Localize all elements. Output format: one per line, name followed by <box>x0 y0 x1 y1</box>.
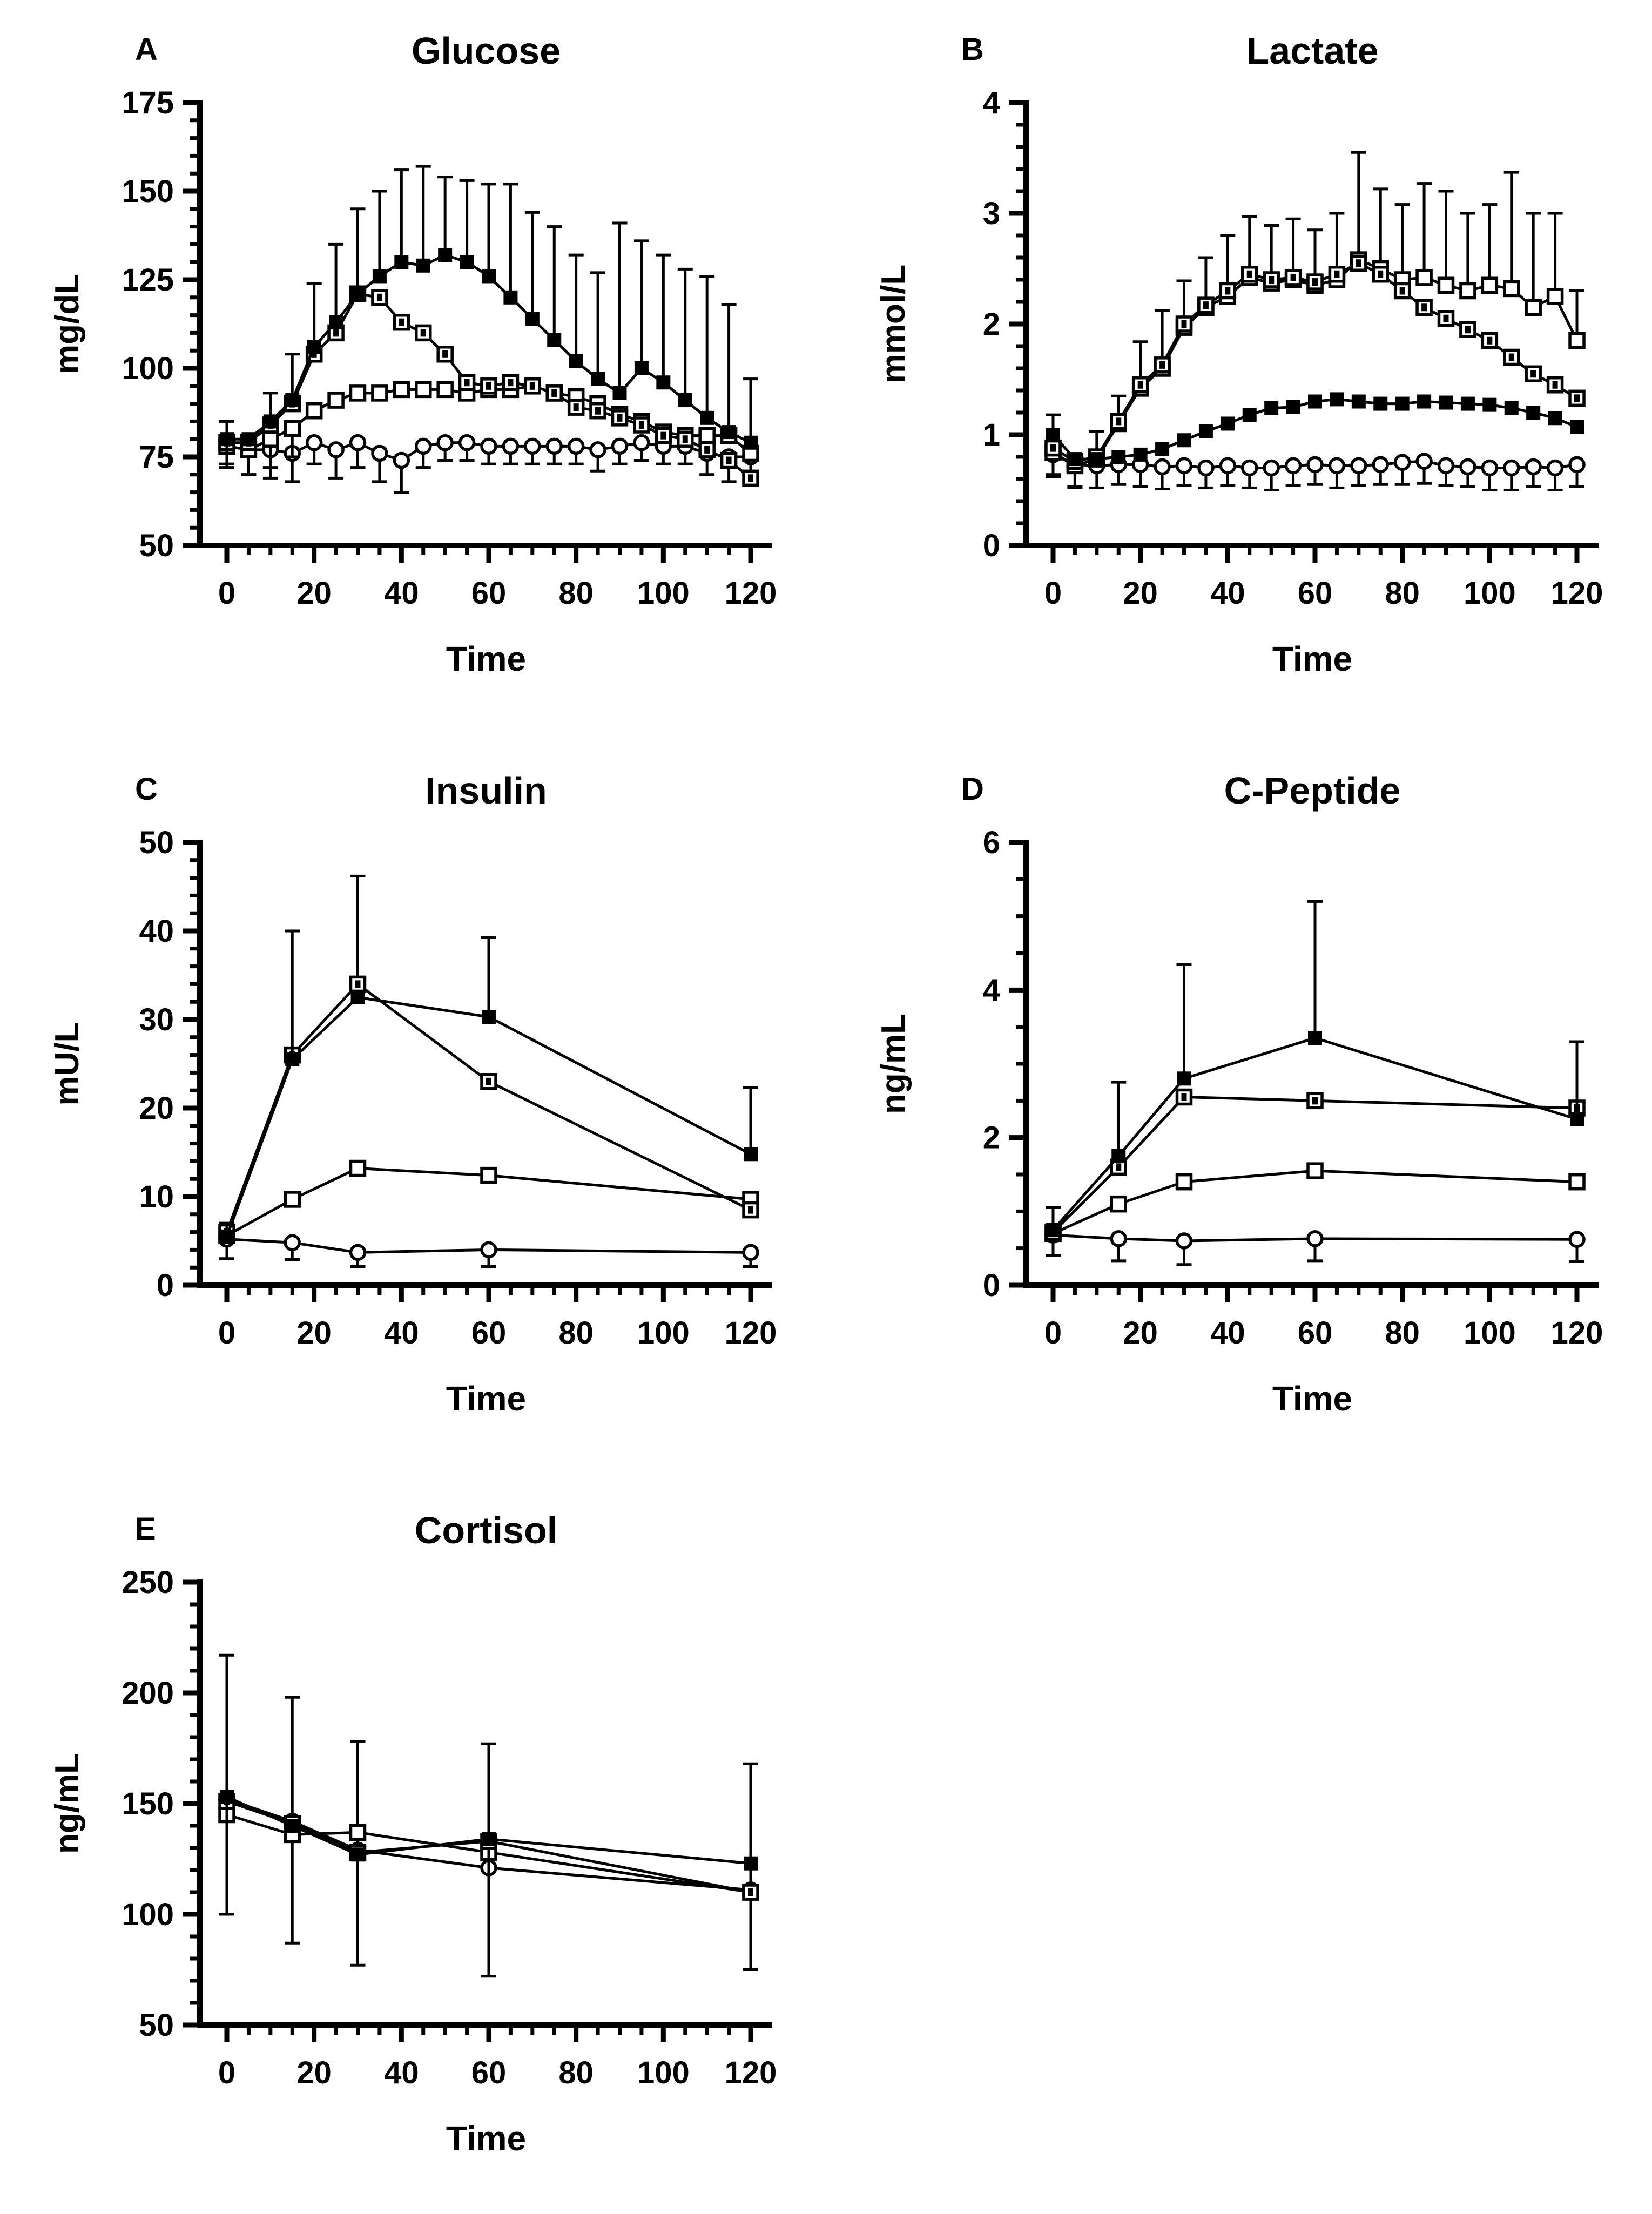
panel-c-peptide <box>853 756 1652 1474</box>
svg-text:60: 60 <box>471 576 507 611</box>
svg-text:Lactate: Lactate <box>1246 30 1379 72</box>
svg-text:100: 100 <box>1463 1315 1516 1351</box>
svg-text:40: 40 <box>139 914 174 949</box>
svg-text:0: 0 <box>982 1268 1000 1303</box>
svg-text:200: 200 <box>122 1676 174 1711</box>
panel-letter-b: B <box>961 32 984 67</box>
panel-glucose <box>27 16 826 734</box>
svg-text:100: 100 <box>637 2055 690 2090</box>
svg-text:100: 100 <box>1463 576 1516 611</box>
svg-text:6: 6 <box>982 825 1000 860</box>
svg-text:50: 50 <box>139 825 174 860</box>
svg-text:0: 0 <box>218 2055 236 2090</box>
svg-text:ng/mL: ng/mL <box>875 1014 912 1114</box>
svg-text:40: 40 <box>384 1315 419 1351</box>
panel-lactate <box>853 16 1652 734</box>
svg-text:0: 0 <box>156 1268 174 1303</box>
svg-text:4: 4 <box>982 973 1000 1008</box>
svg-text:120: 120 <box>724 576 777 611</box>
svg-text:175: 175 <box>122 85 174 120</box>
panel-letter-e: E <box>135 1511 156 1547</box>
svg-text:80: 80 <box>1385 576 1420 611</box>
svg-text:120: 120 <box>1550 1315 1603 1351</box>
svg-text:125: 125 <box>122 262 174 298</box>
svg-text:Glucose: Glucose <box>411 30 561 72</box>
svg-text:50: 50 <box>139 528 174 563</box>
svg-text:150: 150 <box>122 1786 174 1821</box>
svg-text:mU/L: mU/L <box>49 1022 86 1106</box>
svg-text:40: 40 <box>384 576 419 611</box>
svg-text:40: 40 <box>384 2055 419 2090</box>
svg-text:30: 30 <box>139 1002 174 1037</box>
svg-text:20: 20 <box>1123 576 1158 611</box>
glucose-chart <box>27 16 826 734</box>
svg-text:Time: Time <box>446 2119 527 2158</box>
svg-text:100: 100 <box>637 576 690 611</box>
svg-text:2: 2 <box>982 1120 1000 1156</box>
svg-text:0: 0 <box>218 1315 236 1351</box>
panel-letter-a: A <box>135 32 158 67</box>
cortisol-chart <box>27 1496 826 2214</box>
svg-text:120: 120 <box>1550 576 1603 611</box>
svg-text:150: 150 <box>122 174 174 209</box>
svg-text:Time: Time <box>1272 639 1353 678</box>
svg-text:75: 75 <box>139 440 174 475</box>
svg-text:10: 10 <box>139 1179 174 1214</box>
svg-text:Cortisol: Cortisol <box>414 1509 558 1551</box>
svg-text:0: 0 <box>1044 1315 1062 1351</box>
svg-text:0: 0 <box>1044 576 1062 611</box>
svg-text:Time: Time <box>446 639 527 678</box>
svg-text:60: 60 <box>1297 1315 1333 1351</box>
svg-text:80: 80 <box>558 2055 594 2090</box>
panel-insulin <box>27 756 826 1474</box>
insulin-chart <box>27 756 826 1474</box>
svg-text:mg/dL: mg/dL <box>49 274 86 374</box>
svg-text:250: 250 <box>122 1565 174 1600</box>
svg-text:Time: Time <box>1272 1379 1353 1418</box>
svg-text:120: 120 <box>724 2055 777 2090</box>
svg-text:100: 100 <box>122 1897 174 1932</box>
svg-text:2: 2 <box>982 307 1000 342</box>
panel-cortisol <box>27 1496 826 2214</box>
svg-text:20: 20 <box>1123 1315 1158 1351</box>
svg-text:20: 20 <box>296 2055 332 2090</box>
panel-letter-d: D <box>961 772 984 807</box>
panel-letter-c: C <box>135 772 158 807</box>
c-peptide-chart <box>853 756 1652 1474</box>
svg-text:20: 20 <box>139 1091 174 1126</box>
svg-text:100: 100 <box>122 351 174 386</box>
svg-text:0: 0 <box>218 576 236 611</box>
svg-text:0: 0 <box>982 528 1000 563</box>
svg-text:1: 1 <box>982 417 1000 453</box>
svg-text:40: 40 <box>1210 576 1245 611</box>
svg-text:20: 20 <box>296 1315 332 1351</box>
svg-text:4: 4 <box>982 85 1000 120</box>
svg-text:80: 80 <box>558 576 594 611</box>
svg-text:mmol/L: mmol/L <box>875 264 912 384</box>
svg-text:60: 60 <box>1297 576 1333 611</box>
svg-text:20: 20 <box>296 576 332 611</box>
svg-text:80: 80 <box>558 1315 594 1351</box>
svg-text:60: 60 <box>471 1315 507 1351</box>
svg-text:3: 3 <box>982 196 1000 231</box>
svg-text:40: 40 <box>1210 1315 1245 1351</box>
svg-text:C-Peptide: C-Peptide <box>1224 770 1401 812</box>
svg-text:100: 100 <box>637 1315 690 1351</box>
svg-text:ng/mL: ng/mL <box>49 1753 86 1854</box>
svg-text:50: 50 <box>139 2008 174 2043</box>
svg-text:60: 60 <box>471 2055 507 2090</box>
svg-text:Time: Time <box>446 1379 527 1418</box>
svg-text:Insulin: Insulin <box>425 770 547 812</box>
lactate-chart <box>853 16 1652 734</box>
svg-text:80: 80 <box>1385 1315 1420 1351</box>
svg-text:120: 120 <box>724 1315 777 1351</box>
